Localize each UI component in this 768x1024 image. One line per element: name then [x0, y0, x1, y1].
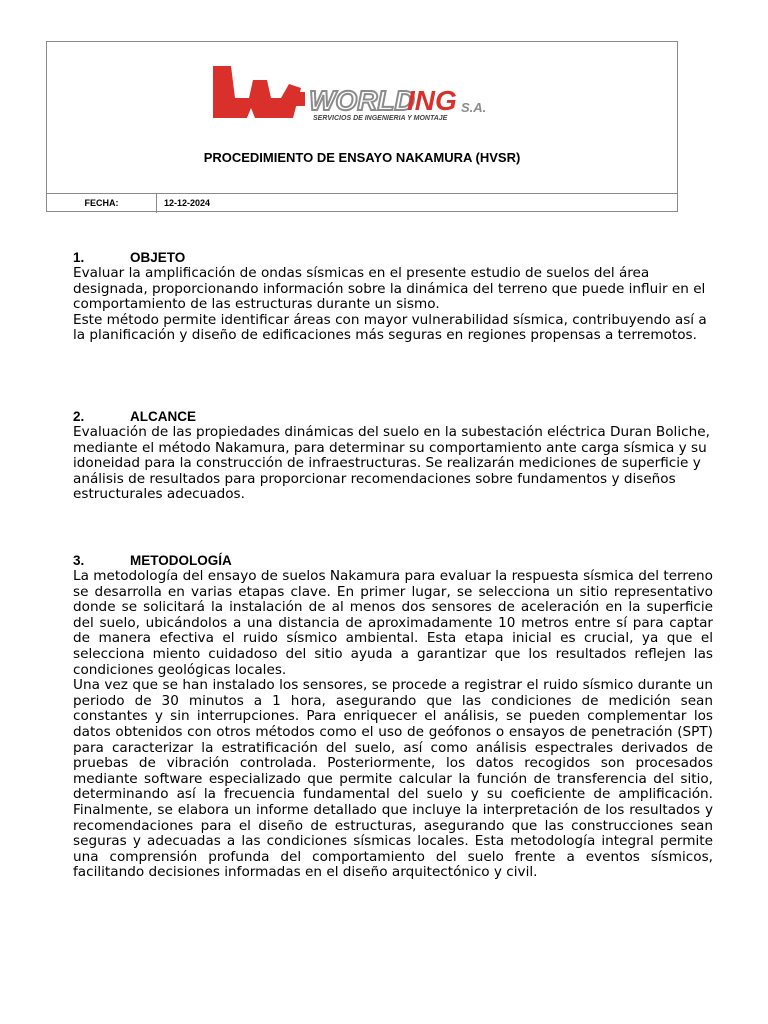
- section-number: 3.: [73, 553, 85, 568]
- section-heading: [73, 553, 713, 569]
- section-alcance: [73, 409, 713, 503]
- section-metodologia: [73, 553, 713, 881]
- section-title: METODOLOGÍA: [130, 553, 232, 568]
- logo-brand-right: ING: [407, 85, 457, 116]
- logo-tagline: SERVICIOS DE INGENIERIA Y MONTAJE: [313, 115, 448, 122]
- logo-mark: [213, 66, 301, 118]
- section-paragraph: La metodología del ensayo de suelos Nakamura para evaluar la respuesta sísmica del terreno se desarrolla en varias etapas clave. En primer lugar, se selecciona un sitio representativo donde se solicitará la instalación de al menos dos sensores de aceleración en la superficie del suelo, ubicándolos a una distancia de aproximadamente 10 metros entre sí para captar de manera efectiva el ruido sísmico ambiental. Esta etapa inicial es crucial, ya que el selecciona miento cuidadoso del sitio ayuda a garantizar que los resultados reflejen las condiciones geológicas locales.: [73, 568, 713, 678]
- logo-suffix: S.A.: [461, 100, 487, 115]
- section-heading: [73, 409, 713, 425]
- document-title: PROCEDIMIENTO DE ENSAYO NAKAMURA (HVSR): [203, 150, 521, 165]
- section-title: OBJETO: [130, 250, 186, 265]
- section-heading: [73, 250, 713, 266]
- section-title: ALCANCE: [130, 409, 196, 424]
- section-objeto: [73, 250, 713, 344]
- date-row: [47, 193, 677, 213]
- logo-accent-block: [295, 92, 305, 106]
- section-number: 2.: [73, 409, 85, 424]
- logo-brand-left: WORLD: [309, 85, 415, 116]
- section-paragraph: Este método permite identificar áreas con mayor vulnerabilidad sísmica, contribuyendo así a la planificación y diseño de edificaciones más seguras en regiones propensas a terremotos.: [73, 311, 707, 344]
- section-paragraph: Una vez que se han instalado los sensores, se procede a registrar el ruido sísmico durante un periodo de 30 minutos a 1 hora, asegurando que las condiciones de medición sean constantes y sin interrupciones. Para enriquecer el análisis, se pueden complementar los datos obtenidos con otros métodos como el uso de geófonos o ensayos de penetración (SPT) para caracterizar la estratificación del suelo, así como análisis espectrales derivados de pruebas de vibración controlada. Posteriormente, los datos recogidos son procesados mediante software especializado que permite calcular la función de transferencia del sitio, determinando así la frecuencia fundamental del suelo y su coeficiente de amplificación. Finalmente, se elabora un informe detallado que incluye la interpretación de los resultados y recomendaciones para el diseño de estructuras, asegurando que las construcciones sean seguras y adecuadas a las condiciones sísmicas locales. Esta metodología integral permite una comprensión profunda del comportamiento del suelo frente a eventos sísmicos, facilitando decisiones informadas en el diseño arquitectónico y civil.: [73, 677, 713, 881]
- document-header: [46, 41, 678, 212]
- section-paragraph: Evaluación de las propiedades dinámicas del suelo en la subestación eléctrica Duran Boliche, mediante el método Nakamura, para determinar su comportamiento ante carga sísmica y su idoneidad para la construcción de infraestructuras. Se realizarán mediciones de superficie y análisis de resultados para proporcionar recomendaciones sobre fundamentos y diseños estructurales adecuados.: [73, 424, 710, 503]
- section-number: 1.: [73, 250, 85, 265]
- worlding-logo: [209, 62, 539, 124]
- date-value: 12-12-2024: [164, 198, 211, 208]
- date-label: FECHA:: [47, 194, 157, 213]
- section-paragraph: Evaluar la amplificación de ondas sísmicas en el presente estudio de suelos del área designada, proporcionando información sobre la dinámica del terreno que puede influir en el comportamiento de las estructuras durante un sismo.: [73, 265, 706, 313]
